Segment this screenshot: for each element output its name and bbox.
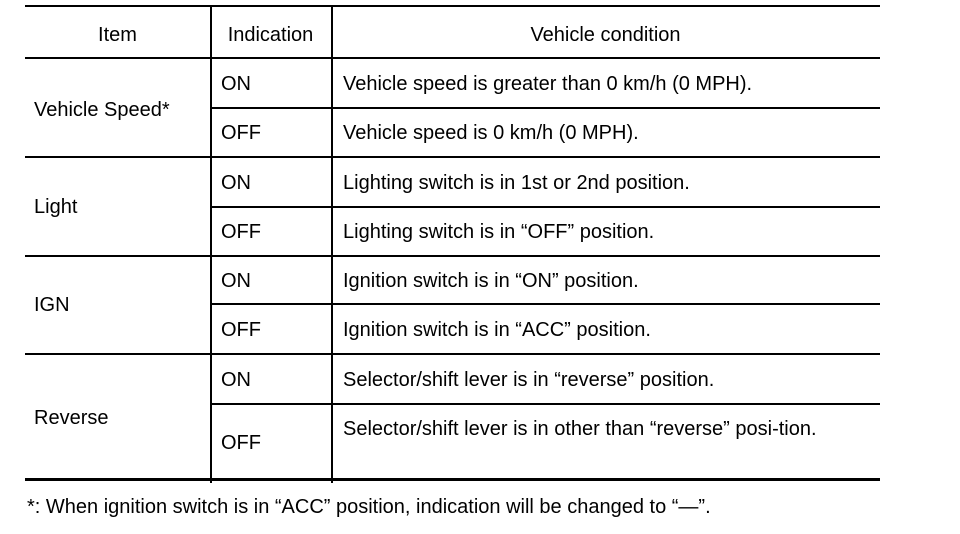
- item-light: Light: [34, 196, 78, 218]
- column-divider-item: [210, 7, 212, 483]
- indication-on: ON: [221, 73, 251, 95]
- indication-on: ON: [221, 369, 251, 391]
- row-divider: [211, 107, 880, 109]
- footnote: *: When ignition switch is in “ACC” position, indication will be changed to “—”.: [27, 496, 711, 518]
- condition-text: Vehicle speed is greater than 0 km/h (0 MPH).: [343, 73, 753, 95]
- condition-text: Ignition switch is in “ACC” position.: [343, 319, 651, 341]
- condition-text: Lighting switch is in “OFF” position.: [343, 221, 655, 243]
- header-indication: Indication: [227, 24, 314, 46]
- group-divider: [25, 353, 880, 355]
- header-divider: [25, 57, 880, 59]
- condition-text: Vehicle speed is 0 km/h (0 MPH).: [343, 122, 639, 144]
- condition-text: Selector/shift lever is in other than “reverse” posi-tion.: [343, 418, 817, 440]
- condition-text: Ignition switch is in “ON” position.: [343, 270, 639, 292]
- item-ign: IGN: [34, 294, 70, 316]
- indication-off: OFF: [221, 432, 261, 454]
- header-item: Item: [98, 24, 137, 46]
- group-divider: [25, 255, 880, 257]
- indication-off: OFF: [221, 122, 261, 144]
- indication-off: OFF: [221, 221, 261, 243]
- condition-text: Lighting switch is in 1st or 2nd position.: [343, 172, 690, 194]
- row-divider: [211, 206, 880, 208]
- condition-text: Selector/shift lever is in “reverse” position.: [343, 369, 715, 391]
- indication-off: OFF: [221, 319, 261, 341]
- header-vehicle-condition: Vehicle condition: [530, 24, 681, 46]
- column-divider-indication: [331, 7, 333, 483]
- row-divider: [211, 303, 880, 305]
- group-divider: [25, 156, 880, 158]
- vehicle-condition-table: [25, 5, 880, 481]
- row-divider: [211, 403, 880, 405]
- item-vehicle-speed: Vehicle Speed*: [34, 99, 170, 121]
- indication-on: ON: [221, 172, 251, 194]
- indication-on: ON: [221, 270, 251, 292]
- item-reverse: Reverse: [34, 407, 109, 429]
